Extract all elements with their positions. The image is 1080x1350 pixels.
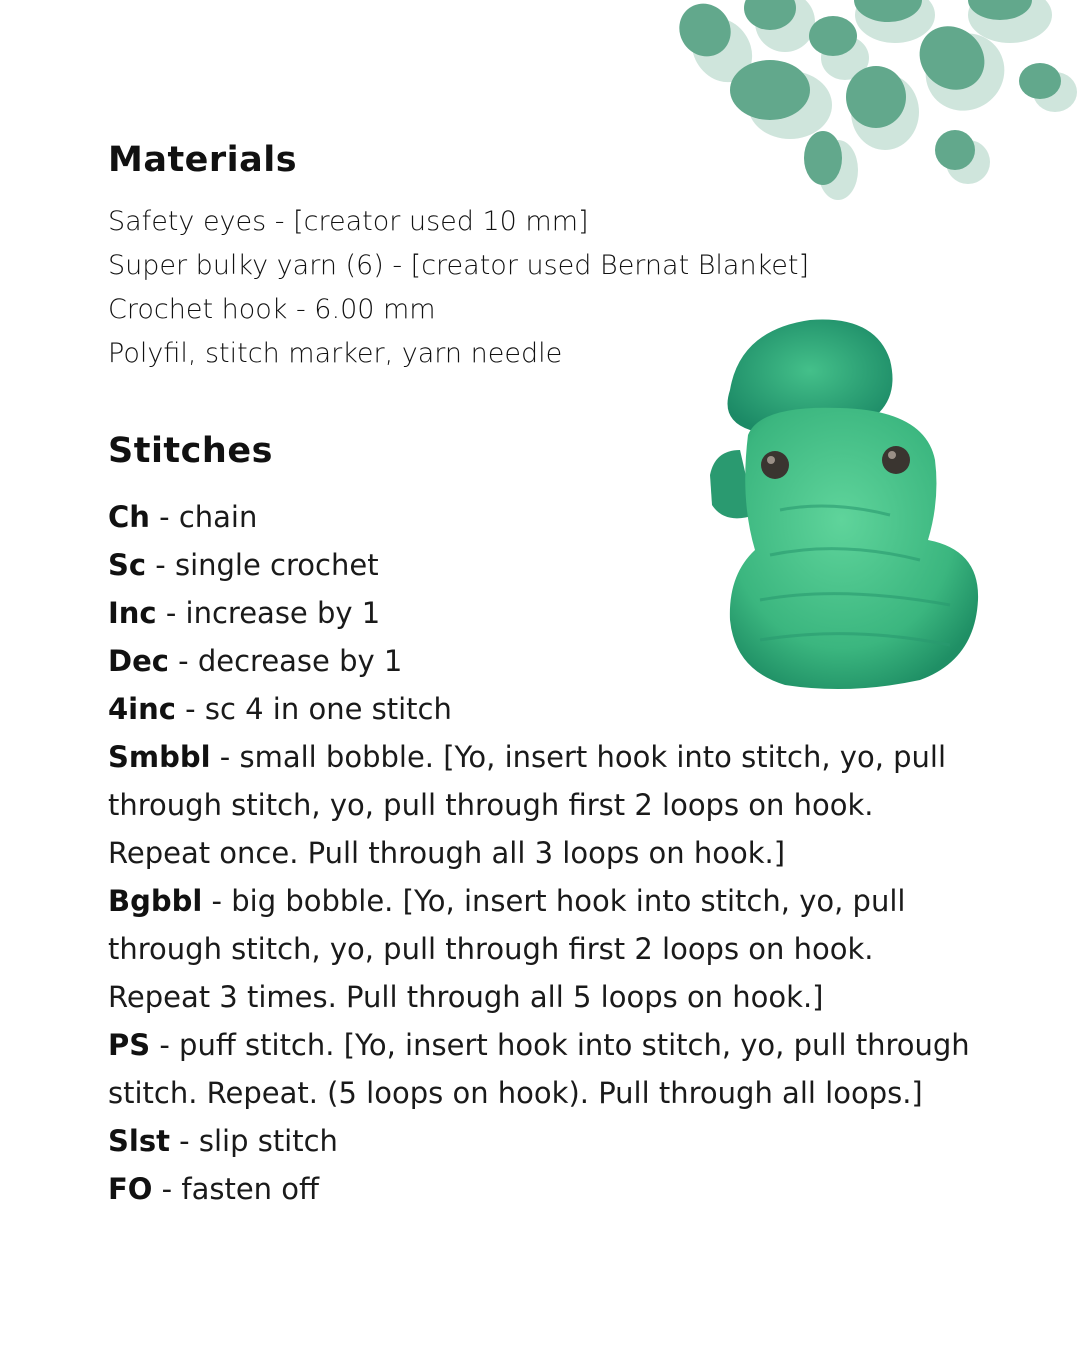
stitch-desc: - fasten off: [152, 1172, 319, 1206]
stitch-abbr: PS: [108, 1028, 151, 1062]
material-item: Crochet hook - 6.00 mm: [108, 294, 436, 325]
stitch-item: [108, 589, 978, 637]
stitch-desc: - small bobble. [Yo, insert hook into stitch, yo, pull through stitch, yo, pull through first 2 loops on hook. Repeat once. Pull through all 3 loops on hook.]: [108, 740, 947, 870]
stitch-item: [108, 637, 978, 685]
stitch-abbr: Bgbbl: [108, 884, 203, 918]
stitch-desc: - slip stitch: [169, 1124, 338, 1158]
stitch-desc: - puff stitch. [Yo, insert hook into stitch, yo, pull through stitch. Repeat. (5 loops on hook). Pull through all loops.]: [108, 1028, 970, 1110]
stitch-desc: - big bobble. [Yo, insert hook into stitch, yo, pull through stitch, yo, pull through first 2 loops on hook. Repeat 3 times. Pull through all 5 loops on hook.]: [108, 884, 906, 1014]
stitch-desc: - increase by 1: [156, 596, 381, 630]
stitch-abbr: Smbbl: [108, 740, 211, 774]
stitch-abbr: Slst: [108, 1124, 170, 1158]
stitches-list: [108, 493, 978, 1213]
stitch-item: [108, 877, 978, 1021]
stitch-item: [108, 685, 978, 733]
stitch-abbr: Inc: [108, 596, 157, 630]
stitch-abbr: Dec: [108, 644, 169, 678]
stitches-heading: Stitches: [108, 431, 273, 471]
materials-list: [108, 200, 988, 376]
stitch-desc: - decrease by 1: [168, 644, 403, 678]
stitch-abbr: Ch: [108, 500, 150, 534]
stitch-desc: - chain: [149, 500, 258, 534]
stitch-desc: - sc 4 in one stitch: [175, 692, 452, 726]
stitch-abbr: Sc: [108, 548, 147, 582]
pattern-content: [108, 138, 988, 1213]
stitch-item: [108, 1165, 978, 1213]
stitch-item: [108, 541, 978, 589]
stitch-abbr: FO: [108, 1172, 153, 1206]
materials-heading: Materials: [108, 140, 298, 180]
stitch-item: [108, 493, 978, 541]
stitch-desc: - single crochet: [146, 548, 379, 582]
stitch-item: [108, 733, 978, 877]
stitch-item: [108, 1021, 978, 1117]
stitch-abbr: 4inc: [108, 692, 176, 726]
material-item: Polyfil, stitch marker, yarn needle: [108, 338, 563, 369]
stitch-item: [108, 1117, 978, 1165]
material-item: Super bulky yarn (6) - [creator used Bernat Blanket]: [108, 250, 809, 281]
material-item: Safety eyes - [creator used 10 mm]: [108, 206, 589, 237]
